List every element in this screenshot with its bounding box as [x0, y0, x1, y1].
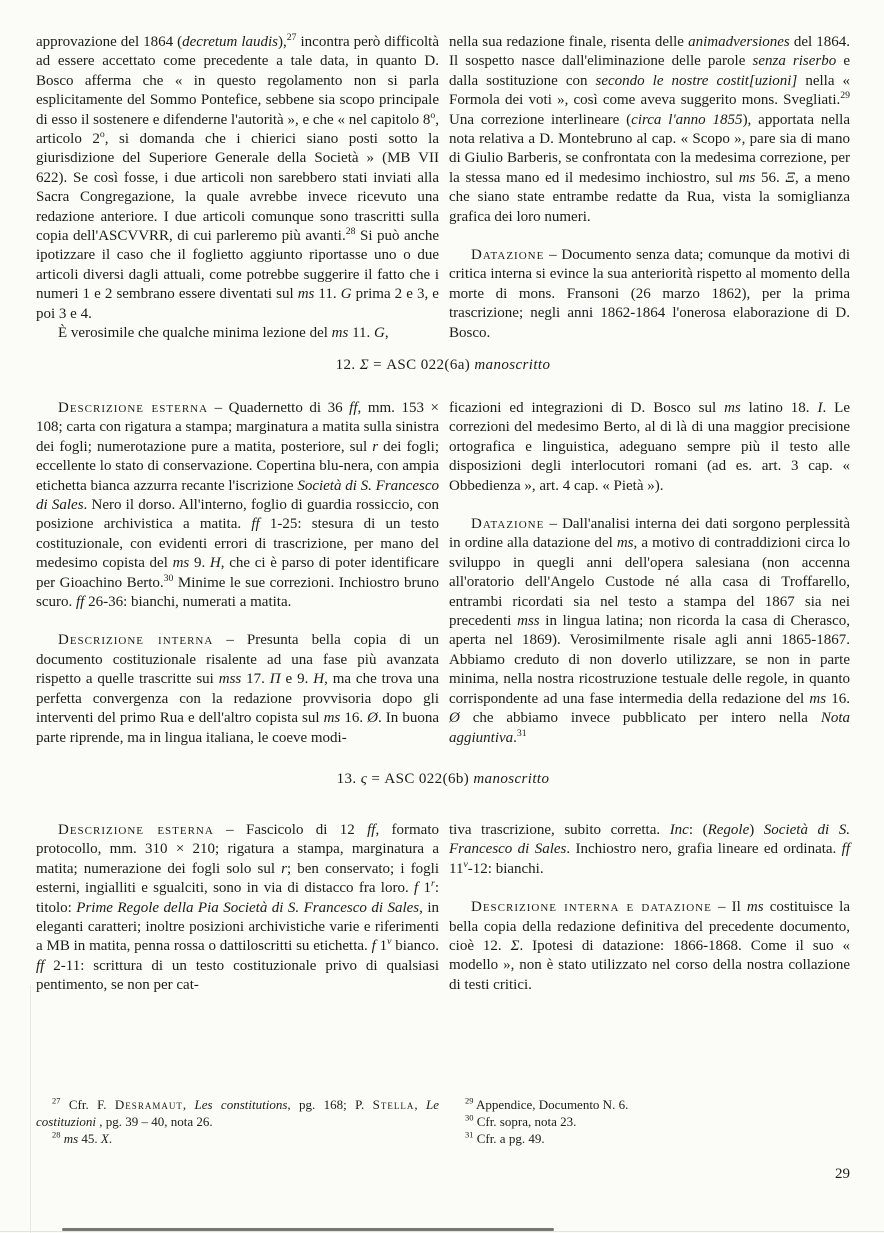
footnote-29: $^{29}$ Appendice, Documento N. 6. — [465, 1095, 629, 1112]
section-13-heading: 13. ς = ASC 022(6b) manoscritto — [336, 771, 550, 787]
paragraph: tiva trascrizione, subito corretta. Inc: (Regole) Società di S. Francesco di Sales. Inchiostro nero, grafia lineare ed ordinata. ff 11$^v$-12: bianchi. — [449, 822, 850, 877]
footnotes-right — [449, 1096, 850, 1147]
paragraph-datazione: Datazione – Dall'analisi interna dei dati sorgono perplessità in ordine alla datazione del ms, a motivo di contraddizioni circa lo sviluppo in quegli anni dell'opera salesiana (non accenna all'oratorio dell'Angelo Custode né alla casa di Troffarello, entrambi ricordati sia nel testo a stampa del 1867 sia nei precedenti mss in lingua latina; non ricorda la casa di Cherasco, aperta nel 1869). Verosimilmente risale agli anni 1865-1867. Abbiamo creduto di non doverlo utilizzare, se non in parte minima, nella nostra ricostruzione testuale delle regole, in quanto corrispondente ad una fase intermedia della redazione del ms 16. Ø che abbiamo invece pubblicato per intero nella Nota aggiuntiva.$^{31}$ — [449, 516, 851, 746]
paragraph-descrizione-interna: Descrizione interna – Presunta bella copia di un documento costituzionale risalente ad una fase più avanzata rispetto a quelle trascritte sui mss 17. Π e 9. H, ma che trova una perfetta convergenza con la redazione provvisoria dopo gli interventi del primo Rua e dell'altro copista sul ms 16. Ø. In buona parte riprende, ma in lingua italiana, le coeve modi- — [36, 632, 440, 746]
intro-left-column — [36, 33, 439, 344]
section-12-right-column — [449, 399, 850, 748]
scan-edge-artifact — [62, 1228, 554, 1231]
paragraph-descrizione-interna-datazione: Descrizione interna e datazione – Il ms costituisce la bella copia della redazione definitiva del precedente documento, cioè 12. Σ. Ipotesi di datazione: 1866-1868. Come il suo « modello », non è stato utilizzato nel corso della nostra collazione di testi critici. — [449, 899, 850, 993]
paragraph: ficazioni ed integrazioni di D. Bosco sul ms latino 18. I. Le correzioni del medesimo Berto, al di là di una maggior precisione ortografica e linguistica, adeguano sempre più il testo alle disposizioni degli interlocutori romani (ad es. art. 3 cap. « Obbedienza », art. 4 cap. « Pietà »). — [449, 400, 850, 494]
section-12-left-column — [36, 399, 439, 748]
scan-edge-artifact — [0, 1231, 884, 1232]
paragraph: È verosimile che qualche minima lezione del ms 11. G, — [58, 325, 389, 342]
section-13-right-column — [449, 821, 850, 995]
footnote-31: $^{31}$ Cfr. a pg. 49. — [465, 1129, 545, 1146]
paragraph-descrizione-esterna: Descrizione esterna – Fascicolo di 12 ff, formato protocollo, mm. 310 × 210; rigatura a stampa, marginatura a matita; numerazione dei fogli solo sul r; ben conservato; i fogli esterni, ingialliti e sgualciti, sono in via di distacco fra loro. f 1$^r$: titolo: Prime Regole della Pia Società di S. Francesco di Sales, in eleganti caratteri; inoltre posizioni archivistiche varie e riferimenti a MB in matita, penna rossa o dattiloscritti su etichetta. f 1$^v$ bianco. ff 2-11: scrittura di un testo costituzionale privo di qualsiasi pentimento, se non per cat- — [36, 822, 440, 994]
footnote-30: $^{30}$ Cfr. sopra, nota 23. — [465, 1112, 577, 1129]
page-number: 29 — [835, 1166, 850, 1182]
section-13-left-column — [36, 821, 439, 996]
footnote-28: $^{28}$ ms 45. X. — [52, 1129, 113, 1146]
paragraph-datazione: Datazione – Documento senza data; comunque da motivi di critica interna si evince la sua anteriorità rispetto al momento della morte di mons. Fransoni (26 marzo 1862), per la prima trascrizione; negli anni 1862-1864 l'onerosa elaborazione di D. Bosco. — [449, 247, 850, 341]
section-12-heading: 12. Σ = ASC 022(6a) manoscritto — [335, 357, 551, 373]
footnotes-left — [36, 1096, 439, 1147]
paragraph-descrizione-esterna: Descrizione esterna – Quadernetto di 36 ff, mm. 153 × 108; carta con rigatura a stampa; marginatura a matita sulla sinistra dei fogli; numerotazione pure a matita, posteriore, sul r dei fogli; eccellente lo stato di conservazione. Copertina blu-nera, con ampia etichetta bianca azzurra recante l'iscrizione Società di S. Francesco di Sales. Nero il dorso. All'interno, foglio di guardia rossiccio, con posizione archivistica a matita. ff 1-25: stesura di un testo costituzionale, con evidenti errori di trascrizione, per mano del medesimo copista del ms 9. H, che ci è parso di poter identificare per Gioachino Berto.$^{30}$ Minime le sue correzioni. Inchiostro bruno scuro. ff 26-36: bianchi, numerati a matita. — [36, 400, 440, 611]
scan-edge-artifact — [30, 985, 31, 1233]
intro-right-column — [449, 33, 850, 343]
footnote-27: $^{27}$ Cfr. F. Desramaut, Les constitutions, pg. 168; P. Stella, Le costituzioni , pg. 39 – 40, nota 26. — [36, 1095, 440, 1129]
paragraph: approvazione del 1864 (decretum laudis),$^{27}$ incontra però difficoltà ad essere accettato come precedente a tale data, in quanto D. Bosco afferma che « in questo regolamento non si parla esplicitamente del Sommo Pontefice, sebbene sia scopo principale di esso il sostenere e difenderne l'autorità », e che « nel capitolo 8$^o$, articolo 2$^o$, si domanda che i chierici siano posti sotto la giurisdizione del Superiore Generale della Società » (MB VII 622). Se così fosse, i due articoli non sarebbero stati inviati alla Sacra Congregazione, la quale avrebbe invece ricevuto una redazione anteriore. I due articoli comunque sono trascritti sulla copia dell'ASCVVRR, di cui parleremo più avanti.$^{28}$ Si può anche ipotizzare il caso che il foglietto aggiunto riportasse uno o due articoli diversi dagli attuali, come potrebbe suggerire il fatto che i numeri 1 e 2 sembrano essere diventati sul ms 11. G prima 2 e 3, e poi 3 e 4. — [36, 32, 439, 322]
paragraph: nella sua redazione finale, risenta delle animadversiones del 1864. Il sospetto nasce dall'eliminazione delle parole senza riserbo e dalla sostituzione con secondo le nostre costit[uzioni] nella « Formola dei voti », così come aveva suggerito mons. Svegliati.$^{29}$ Una correzione interlineare (circa l'anno 1855), apportata nella nota relativa a D. Montebruno al cap. « Scopo », pare sia di mano di Giulio Barberis, se confrontata con la medesima correzione, per la stessa mano ed il medesimo inchiostro, sul ms 56. Ξ, a meno che siano state entrambe redatte da Rua, vista la somiglianza grafica dei loro numeri. — [449, 34, 851, 225]
